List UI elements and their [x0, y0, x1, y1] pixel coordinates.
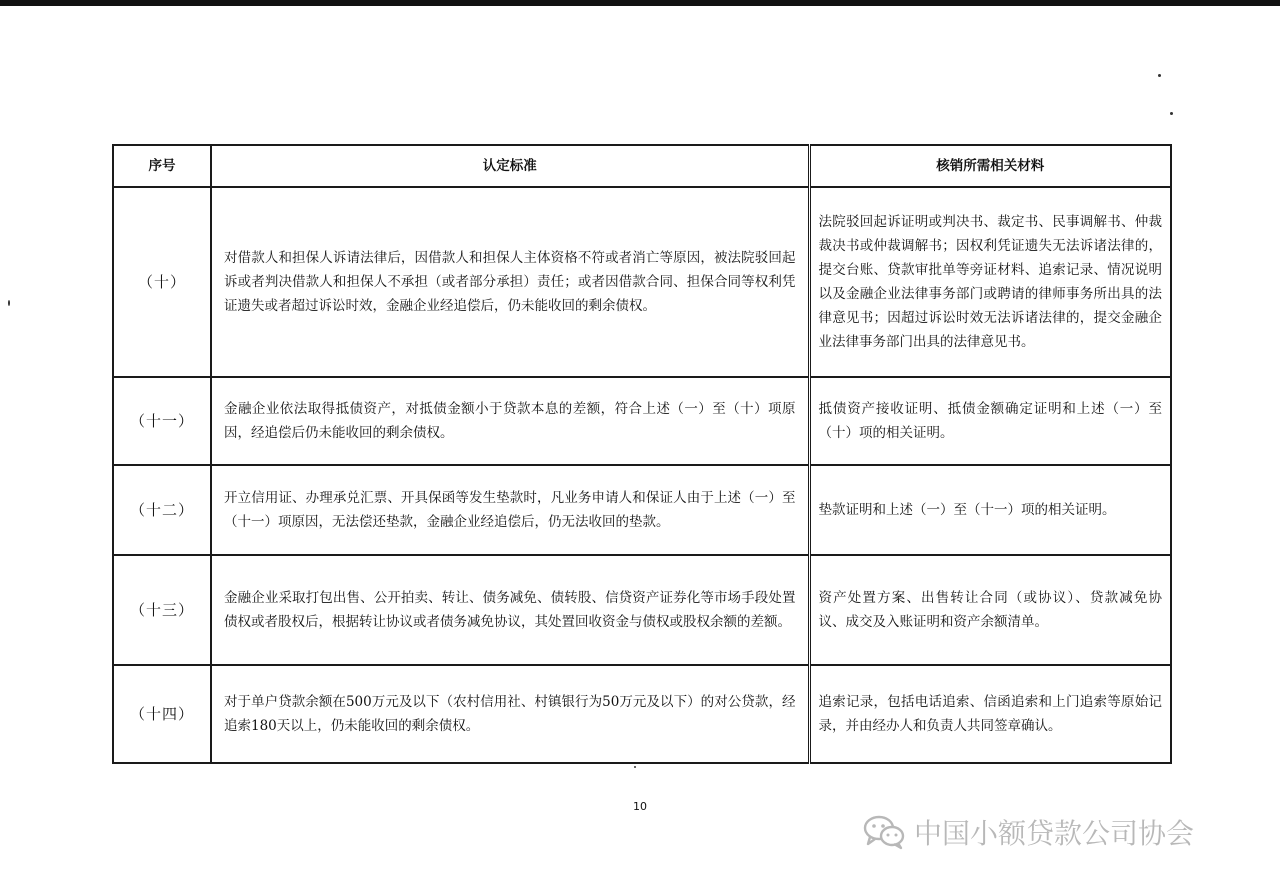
row-materials: 垫款证明和上述（一）至（十一）项的相关证明。 — [809, 465, 1171, 555]
table-row — [113, 555, 1171, 665]
header-materials: 核销所需相关材料 — [809, 145, 1171, 187]
scan-speck — [1170, 112, 1173, 115]
top-scan-border — [0, 0, 1280, 6]
row-seq: （十三） — [113, 555, 211, 665]
table-row — [113, 377, 1171, 465]
table-row — [113, 665, 1171, 763]
scan-speck — [1158, 74, 1161, 77]
table-row — [113, 465, 1171, 555]
row-materials: 追索记录，包括电话追索、信函追索和上门追索等原始记录，并由经办人和负责人共同签章确认。 — [809, 665, 1171, 763]
row-standard: 对借款人和担保人诉请法律后，因借款人和担保人主体资格不符或者消亡等原因，被法院驳回起诉或者判决借款人和担保人不承担（或者部分承担）责任；或者因借款合同、担保合同等权利凭证遗失或者超过诉讼时效，金融企业经追偿后，仍未能收回的剩余债权。 — [211, 187, 809, 377]
header-seq: 序号 — [113, 145, 211, 187]
row-materials: 法院驳回起诉证明或判决书、裁定书、民事调解书、仲裁裁决书或仲裁调解书；因权利凭证遗失无法诉诸法律的，提交台账、贷款审批单等旁证材料、追索记录、情况说明以及金融企业法律事务部门或聘请的律师事务所出具的法律意见书；因超过诉讼时效无法诉诸法律的，提交金融企业法律事务部门出具的法律意见书。 — [809, 187, 1171, 377]
wechat-icon — [862, 814, 906, 850]
scan-speck — [8, 300, 10, 306]
row-seq: （十） — [113, 187, 211, 377]
table-header-row — [113, 145, 1171, 187]
row-materials: 资产处置方案、出售转让合同（或协议）、贷款减免协议、成交及入账证明和资产余额清单。 — [809, 555, 1171, 665]
row-seq: （十一） — [113, 377, 211, 465]
row-standard: 对于单户贷款余额在500万元及以下（农村信用社、村镇银行为50万元及以下）的对公贷款，经追索180天以上，仍未能收回的剩余债权。 — [211, 665, 809, 763]
row-seq: （十二） — [113, 465, 211, 555]
watermark-text: 中国小额贷款公司协会 — [914, 817, 1195, 850]
page-number: 10 — [633, 800, 647, 813]
write-off-criteria-table — [112, 144, 1172, 764]
row-seq: （十四） — [113, 665, 211, 763]
header-standard: 认定标准 — [211, 145, 809, 187]
row-standard: 金融企业采取打包出售、公开拍卖、转让、债务减免、债转股、信贷资产证券化等市场手段处置债权或者股权后，根据转让协议或者债务减免协议，其处置回收资金与债权或股权余额的差额。 — [211, 555, 809, 665]
row-standard: 开立信用证、办理承兑汇票、开具保函等发生垫款时，凡业务申请人和保证人由于上述（一）至（十一）项原因，无法偿还垫款，金融企业经追偿后，仍无法收回的垫款。 — [211, 465, 809, 555]
row-standard: 金融企业依法取得抵债资产，对抵债金额小于贷款本息的差额，符合上述（一）至（十）项原因，经追偿后仍未能收回的剩余债权。 — [211, 377, 809, 465]
table-row — [113, 187, 1171, 377]
row-materials: 抵债资产接收证明、抵债金额确定证明和上述（一）至（十）项的相关证明。 — [809, 377, 1171, 465]
scan-speck — [634, 766, 636, 768]
watermark — [862, 812, 1194, 852]
